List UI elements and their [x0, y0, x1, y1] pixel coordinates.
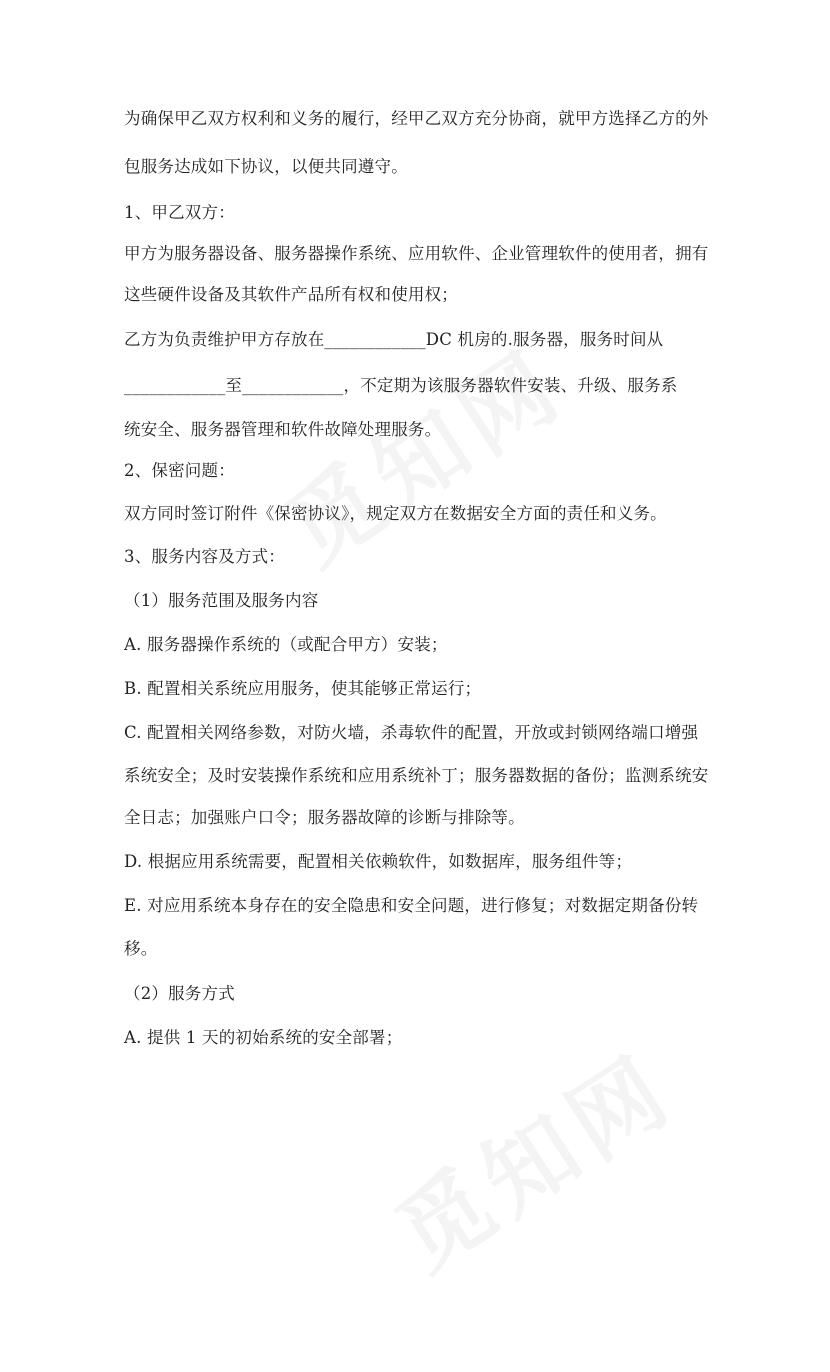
paragraph-line: 双方同时签订附件《保密协议》，规定双方在数据安全方面的责任和义务。: [124, 504, 667, 523]
list-item: A. 服务器操作系统的（或配合甲方）安装；: [124, 635, 448, 654]
list-item-continued: 全日志；加强账户口令；服务器故障的诊断与排除等。: [124, 808, 525, 827]
subsection-heading: （1）服务范围及服务内容: [124, 591, 319, 610]
paragraph-line: 甲方为服务器设备、服务器操作系统、应用软件、企业管理软件的使用者，拥有: [124, 244, 709, 263]
paragraph-line: ____________至____________，不定期为该服务器软件安装、升级、服务系: [124, 376, 678, 395]
paragraph-line: 这些硬件设备及其软件产品所有权和使用权；: [124, 285, 458, 304]
watermark-bottom: [336, 998, 764, 1372]
list-item: D. 根据应用系统需要，配置相关依赖软件，如数据库，服务组件等；: [124, 852, 633, 871]
paragraph-line: 包服务达成如下协议，以便共同遵守。: [124, 157, 408, 176]
section-heading: 2、保密问题：: [124, 461, 235, 480]
list-item: A. 提供 1 天的初始系统的安全部署；: [124, 1028, 403, 1047]
list-item: B. 配置相关系统应用服务，使其能够正常运行；: [124, 679, 482, 698]
paragraph-line: 乙方为负责维护甲方存放在____________DC 机房的.服务器，服务时间从: [124, 330, 664, 349]
section-heading: 1、甲乙双方：: [124, 203, 235, 222]
list-item: E. 对应用系统本身存在的安全隐患和安全问题，进行修复；对数据定期备份转: [124, 896, 699, 915]
list-item-continued: 系统安全；及时安装操作系统和应用系统补丁；服务器数据的备份；监测系统安: [124, 766, 709, 785]
paragraph-line: 为确保甲乙双方权利和义务的履行，经甲乙双方充分协商，就甲方选择乙方的外: [124, 109, 709, 128]
subsection-heading: （2）服务方式: [124, 984, 235, 1003]
section-heading: 3、服务内容及方式：: [124, 547, 285, 566]
list-item: C. 配置相关网络参数，对防火墙，杀毒软件的配置，开放或封锁网络端口增强: [124, 723, 699, 742]
list-item-continued: 移。: [124, 939, 158, 958]
paragraph-line: 统安全、服务器管理和软件故障处理服务。: [124, 420, 442, 439]
